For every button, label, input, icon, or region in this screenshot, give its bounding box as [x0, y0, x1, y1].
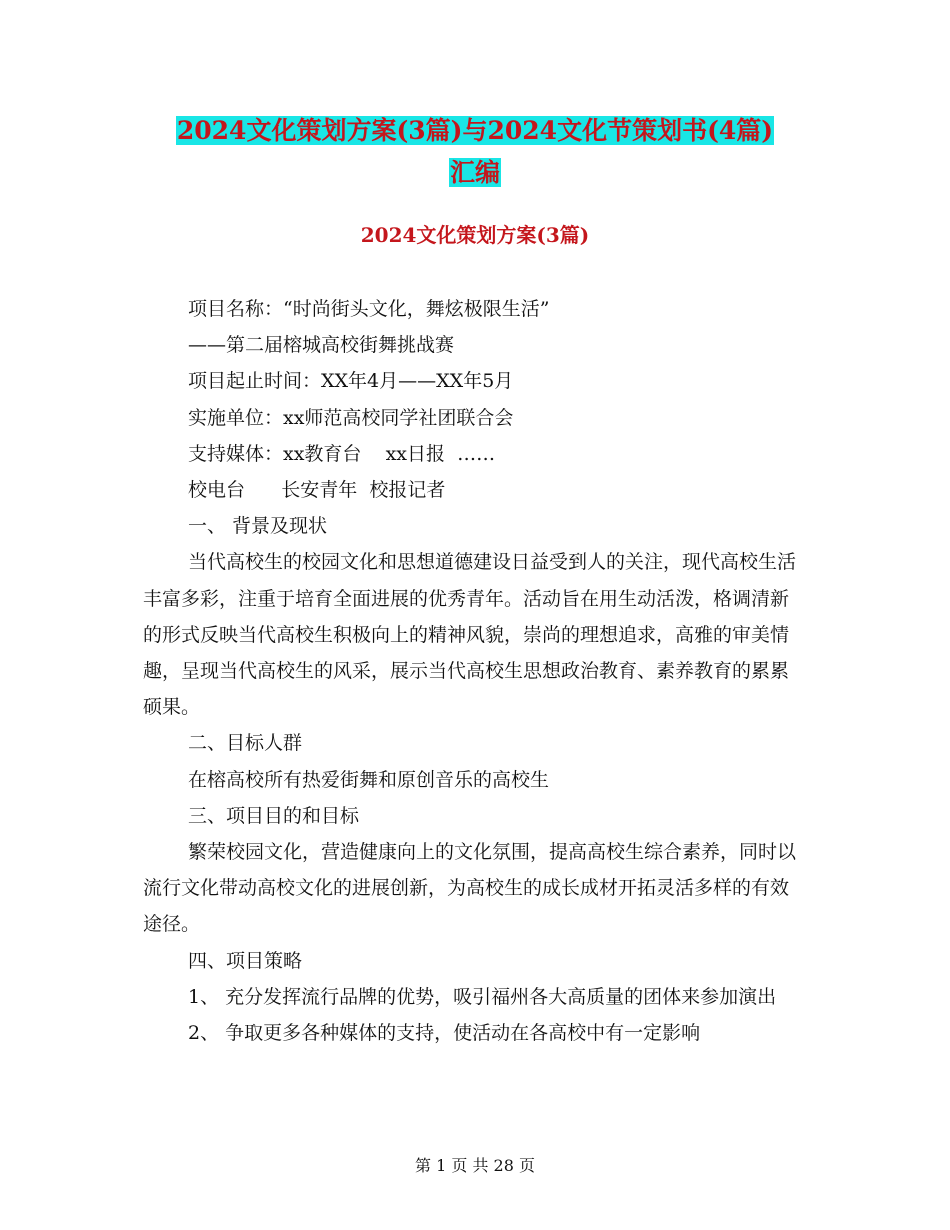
media-line-2: 校电台 长安青年 校报记者 [188, 479, 446, 502]
title-highlight-2: 汇编 [449, 158, 500, 187]
document-title-line-1 [0, 113, 950, 149]
paragraph-goals: 繁荣校园文化，营造健康向上的文化氛围，提高高校生综合素养，同时以流行文化带动高校文化的进展创新，为高校生的成长成材开拓灵活多样的有效途径。 [143, 841, 797, 936]
strategy-item-1: 1、 充分发挥流行品牌的优势，吸引福州各大高质量的团体来参加演出 [188, 985, 777, 1008]
heading-target-group: 二、目标人群 [188, 732, 303, 755]
document-title-line-2 [0, 155, 950, 191]
paragraph-background: 当代高校生的校园文化和思想道德建设日益受到人的关注，现代高校生活丰富多彩，注重于培育全面进展的优秀青年。活动旨在用生动活泼，格调清新的形式反映当代高校生积极向上的精神风貌，崇尚的理想追求，高雅的审美情趣，呈现当代高校生的风采，展示当代高校生思想政治教育、素养教育的累累硕果。 [143, 551, 797, 719]
media-line: 支持媒体：xx教育台 xx日报 …… [188, 442, 496, 465]
target-group-line: 在榕高校所有热爱街舞和原创音乐的高校生 [188, 768, 550, 791]
section-title: 2024文化策划方案(3篇) [360, 223, 590, 247]
project-name-line: 项目名称：“时尚街头文化，舞炫极限生活” [188, 298, 550, 320]
project-period-line: 项目起止时间：XX年4月——XX年5月 [188, 370, 514, 393]
heading-goals: 三、项目目的和目标 [188, 804, 360, 827]
project-subtitle-line: ——第二届榕城高校街舞挑战赛 [188, 334, 455, 357]
page-footer: 第 1 页 共 28 页 [415, 1156, 535, 1175]
heading-strategy: 四、项目策略 [188, 949, 303, 972]
strategy-item-2: 2、 争取更多各种媒体的支持，使活动在各高校中有一定影响 [188, 1022, 701, 1045]
organizer-line: 实施单位：xx师范高校同学社团联合会 [188, 406, 514, 429]
heading-background: 一、 背景及现状 [188, 515, 328, 538]
title-highlight-1: 2024文化策划方案(3篇)与2024文化节策划书(4篇) [176, 116, 774, 145]
document-body [143, 291, 803, 1051]
